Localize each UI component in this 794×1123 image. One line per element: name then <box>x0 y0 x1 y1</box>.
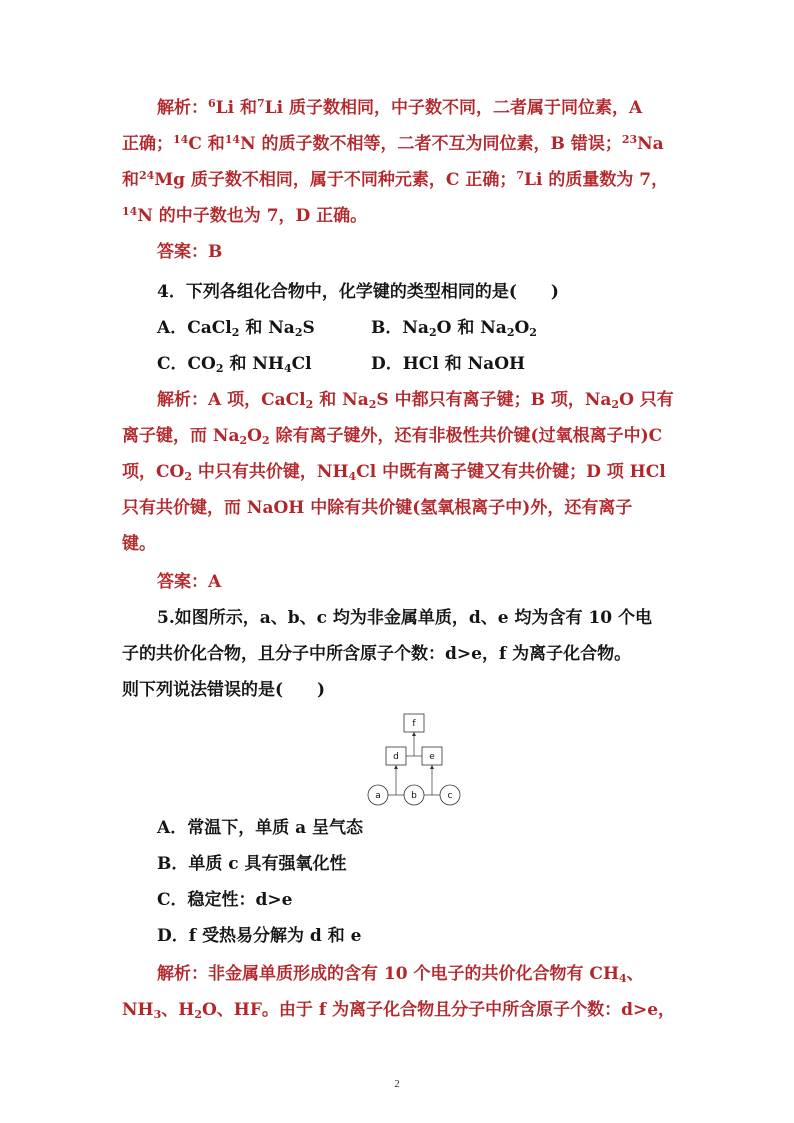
q3-answer <box>157 240 222 264</box>
answer-label: 答案： <box>157 572 208 592</box>
arrowhead-e <box>430 765 434 769</box>
relationship-diagram <box>362 711 466 807</box>
q4-stem: 4．下列各组化合物中，化学键的类型相同的是( ) <box>157 282 559 302</box>
q4-analysis-line-4: 只有共价键，而 NaOH 中除有共价键(氢氧根离子中)外，还有离子 <box>122 498 633 518</box>
q5-stem-line-3: 则下列说法错误的是( ) <box>122 680 326 700</box>
answer-value: B <box>208 242 223 262</box>
node-c-label: c <box>447 791 453 801</box>
q4-option-a: A．CaCl$_2$ 和 $Na_2S$ <box>157 318 315 339</box>
node-d-label: d <box>393 752 399 762</box>
analysis-label: 解析： <box>157 98 208 118</box>
q5-stem-line-1: 5.如图所示，a、b、c 均为非金属单质，d、e 均为含有 10 个电 <box>157 608 653 628</box>
q4-analysis-line-2: 离子键，而 $Na_2O_2$ 除有离子键外，还有非极性共价键(过氧根离子中)C <box>122 426 663 447</box>
answer-label: 答案： <box>157 242 208 262</box>
q5-option-c: C．稳定性：d>e <box>157 890 293 910</box>
q4-option-b: B．$Na_2O$ 和 $Na_2O_2$ <box>371 318 537 339</box>
analysis-label: 解析： <box>157 390 208 410</box>
analysis-label: 解析： <box>157 964 208 984</box>
q5-analysis-line-1: 解析：非金属单质形成的含有 10 个电子的共价化合物有 $CH_4$、 <box>157 964 644 985</box>
q5-stem-line-2: 子的共价化合物，且分子中所含原子个数：d>e，f 为离子化合物。 <box>122 644 632 664</box>
q4-answer <box>157 570 221 594</box>
q5-option-d: D．f 受热易分解为 d 和 e <box>157 926 362 946</box>
node-f-label: f <box>412 719 416 729</box>
q4-analysis-line-3: 项，$CO_2$ 中只有共价键，$NH_4Cl$ 中既有离子键又有共价键；D 项 HCl <box>122 462 666 483</box>
page-number: 2 <box>394 1078 400 1090</box>
arrowhead-d <box>394 765 398 769</box>
answer-value: A <box>208 572 222 592</box>
q3-analysis-line-2: 正确；$^{14}$C 和$^{14}$N 的质子数不相等，二者不互为同位素，B 错误；$^{23}$Na <box>122 133 664 154</box>
q5-option-a: A．常温下，单质 a 呈气态 <box>157 818 364 838</box>
node-e-label: e <box>429 752 435 762</box>
arrowhead-f <box>412 732 416 736</box>
q5-analysis-line-2: $NH_3$、$H_2O$、HF。由于 f 为离子化合物且分子中所含原子个数：d>e， <box>122 1000 676 1021</box>
q4-option-d: D．HCl 和 NaOH <box>371 354 526 374</box>
q4-analysis-line-1: 解析：A 项，CaCl$_2$ 和 $Na_2S$ 中都只有离子键；B 项，$Na_2O$ 只有 <box>157 390 674 411</box>
node-b-label: b <box>411 791 417 801</box>
q3-analysis-line-4: $^{14}$N 的中子数也为 7，D 正确。 <box>122 205 368 226</box>
q3-analysis-line-1: 解析：$^6$Li 和$^7$Li 质子数相同，中子数不同，二者属于同位素，A <box>157 97 643 118</box>
node-a-label: a <box>375 791 381 801</box>
q3-analysis-line-3: 和$^{24}$Mg 质子数不相同，属于不同种元素，C 正确；$^7$Li 的质量数为 7， <box>122 169 669 190</box>
q4-analysis-line-5: 键。 <box>122 534 156 554</box>
q5-option-b: B．单质 c 具有强氧化性 <box>157 854 347 874</box>
q4-option-c: C．$CO_2$ 和 $NH_4Cl$ <box>157 354 312 375</box>
